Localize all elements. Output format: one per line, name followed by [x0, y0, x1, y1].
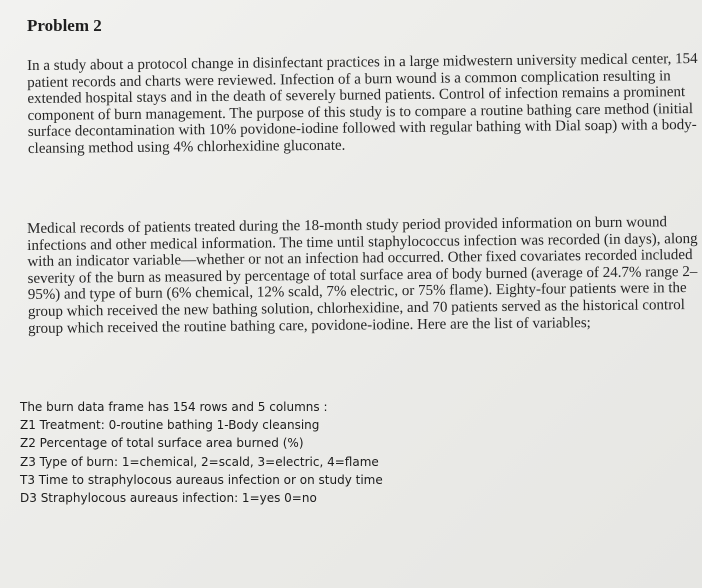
variable-z3: Z3 Type of burn: 1=chemical, 2=scald, 3=electric, 4=flame: [20, 454, 379, 469]
variable-d3: D3 Straphylocous aureaus infection: 1=yes 0=no: [20, 491, 317, 506]
study-description-paragraph: In a study about a protocol change in disinfectant practices in a large midwestern university medical center, 154 patient records and charts were reviewed. Infection of a burn wound is a common complication resulting in extended hospital stays and in the death of severely burned patients. Control of infection remains a prominent component of burn management. The purpose of this study is to compare a routine bathing care method (initial surface decontamination with 10% povidone-iodine followed with regular bathing with Dial soap) with a body-cleansing method using 4% chlorhexidine gluconate.: [27, 50, 698, 157]
variable-list: [20, 398, 383, 507]
variable-list-header: The burn data frame has 154 rows and 5 columns :: [20, 400, 328, 414]
problem-title: Problem 2: [27, 16, 102, 35]
variable-z1: Z1 Treatment: 0-routine bathing 1-Body cleansing: [20, 418, 320, 433]
variable-z2: Z2 Percentage of total surface area burned (%): [20, 436, 304, 451]
variable-t3: T3 Time to straphylocous aureaus infection or on study time: [20, 472, 383, 487]
medical-records-paragraph: Medical records of patients treated during the 18-month study period provided information on burn wound infections and other medical information. The time until staphylococcus infection was recorded (in days), along with an indicator variable—whether or not an infection had occurred. Other fixed covariates recorded included severity of the burn as measured by percentage of total surface area of body burned (average of 24.7% range 2–95%) and type of burn (6% chemical, 12% scald, 7% electric, or 75% flame). Eighty-four patients were in the group which received the new bathing solution, chlorhexidine, and 70 patients served as the historical control group which received the routine bathing care, povidone-iodine. Here are the list of variables;: [27, 214, 698, 337]
